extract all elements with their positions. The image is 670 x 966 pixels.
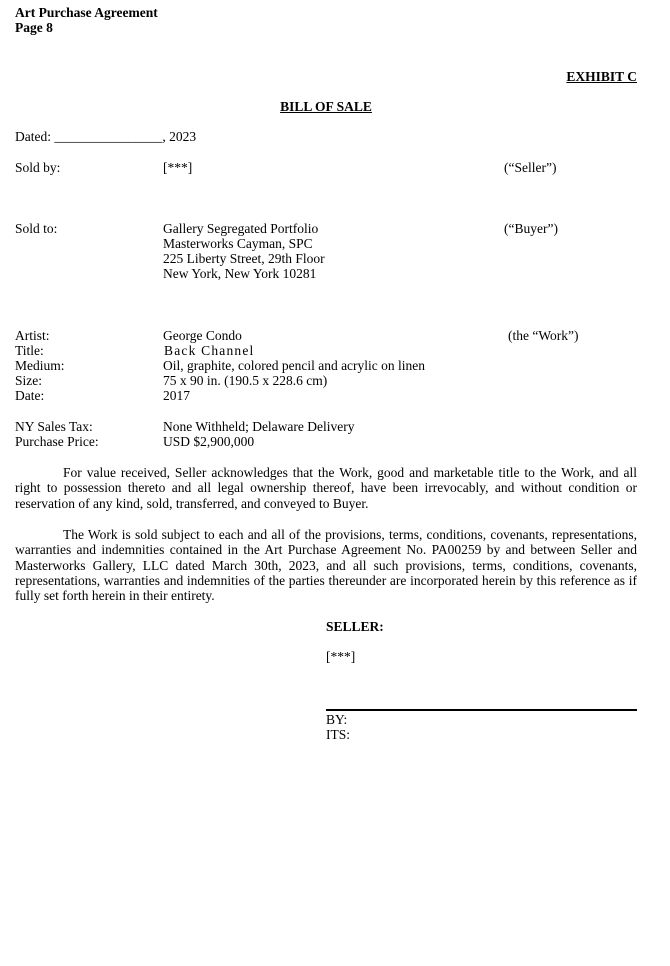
medium-label: Medium:: [15, 358, 65, 373]
exhibit-label: EXHIBIT C: [566, 69, 637, 84]
signature-its-label: ITS:: [326, 727, 351, 742]
artist-label: Artist:: [15, 328, 50, 343]
terms-paragraph: The Work is sold subject to each and all of the provisions, terms, conditions, covenants, representations, warranties and indemnities contained in the Art Purchase Agreement No. PA00259 by and between Seller and Masterworks Gallery, LLC dated March 30th, 2023, and all such provisions, terms, conditions, covenants, representations, warranties and indemnities of the parties thereunder are incorporated herein by this reference as if fully set forth herein in their entirety.: [15, 527, 637, 604]
dated-line: [15, 129, 196, 144]
artist-value: George Condo: [163, 328, 242, 343]
title-label: Title:: [15, 343, 44, 358]
header-title: Art Purchase Agreement: [15, 5, 158, 20]
size-value: 75 x 90 in. (190.5 x 228.6 cm): [163, 373, 328, 388]
buyer-role: (“Buyer”): [504, 221, 558, 236]
seller-party: [***]: [326, 649, 356, 664]
dated-year: , 2023: [162, 129, 197, 144]
signature-line: [326, 709, 637, 711]
buyer-name-line-2: Masterworks Cayman, SPC: [163, 236, 313, 251]
acknowledgement-paragraph: For value received, Seller acknowledges that the Work, good and marketable title to the Work, and all right to possession thereto and all legal ownership thereof, have been irrevocably, and without condition or reservation of any kind, sold, transferred, and conveyed to Buyer.: [15, 465, 637, 511]
dated-blank: ________________: [54, 129, 163, 144]
work-role: (the “Work”): [508, 328, 579, 343]
buyer-name-line-1: Gallery Segregated Portfolio: [163, 221, 319, 236]
medium-value: Oil, graphite, colored pencil and acrylic on linen: [163, 358, 426, 373]
buyer-address-line-1: 225 Liberty Street, 29th Floor: [163, 251, 325, 266]
date-label: Date:: [15, 388, 45, 403]
header-page-number: Page 8: [15, 20, 53, 35]
buyer-address-line-2: New York, New York 10281: [163, 266, 317, 281]
seller-role: (“Seller”): [504, 160, 557, 175]
purchase-price-value: USD $2,900,000: [163, 434, 255, 449]
sales-tax-value: None Withheld; Delaware Delivery: [163, 419, 355, 434]
sold-to-label: Sold to:: [15, 221, 58, 236]
dated-label: Dated:: [15, 129, 55, 144]
document-title: BILL OF SALE: [280, 99, 372, 114]
sold-by-value: [***]: [163, 160, 193, 175]
title-value: Back Channel: [164, 343, 255, 358]
seller-heading: SELLER:: [326, 619, 384, 634]
purchase-price-label: Purchase Price:: [15, 434, 99, 449]
sold-by-label: Sold by:: [15, 160, 61, 175]
size-label: Size:: [15, 373, 42, 388]
sales-tax-label: NY Sales Tax:: [15, 419, 93, 434]
signature-by-label: BY:: [326, 712, 348, 727]
date-value: 2017: [163, 388, 190, 403]
